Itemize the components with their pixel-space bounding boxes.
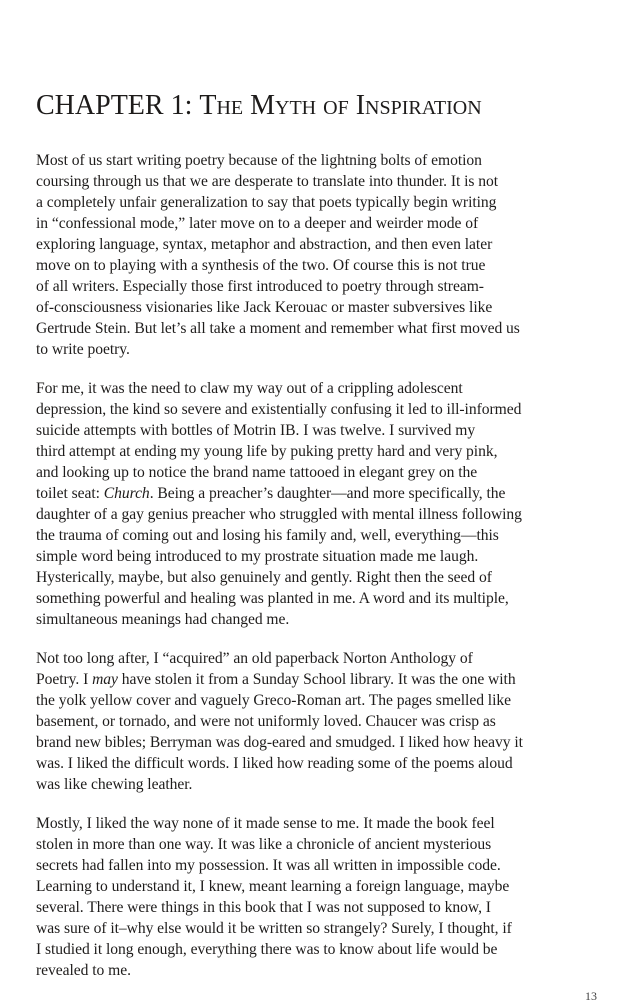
text-run: secrets had fallen into my possession. It was all written in impossible code. xyxy=(36,857,501,874)
text-run: of all writers. Especially those first introduced to poetry through stream- xyxy=(36,278,484,295)
paragraph-4 xyxy=(36,813,592,981)
body-text xyxy=(36,150,592,999)
paragraph-2 xyxy=(36,378,592,630)
text-run: a completely unfair generalization to say that poets typically begin writing xyxy=(36,194,497,211)
text-line xyxy=(36,483,592,504)
text-line xyxy=(36,732,592,753)
paragraph-3 xyxy=(36,648,592,795)
text-line xyxy=(36,420,592,441)
text-line xyxy=(36,297,592,318)
text-line xyxy=(36,276,592,297)
text-run: stolen in more than one way. It was like a chronicle of ancient mysterious xyxy=(36,836,492,853)
text-run: in “confessional mode,” later move on to a deeper and weirder mode of xyxy=(36,215,479,232)
text-line xyxy=(36,318,592,339)
text-line xyxy=(36,711,592,732)
text-line xyxy=(36,753,592,774)
text-run: and looking up to notice the brand name tattooed in elegant grey on the xyxy=(36,464,478,481)
text-line xyxy=(36,150,592,171)
text-line xyxy=(36,339,592,360)
text-line xyxy=(36,897,592,918)
text-run: coursing through us that we are desperate to translate into thunder. It is not xyxy=(36,173,499,190)
text-line xyxy=(36,855,592,876)
text-line xyxy=(36,378,592,399)
text-line xyxy=(36,255,592,276)
text-line xyxy=(36,648,592,669)
text-line xyxy=(36,834,592,855)
paragraph-1 xyxy=(36,150,592,360)
text-run: simultaneous meanings had changed me. xyxy=(36,611,290,628)
text-run: was. I liked the difficult words. I liked how reading some of the poems aloud xyxy=(36,755,513,772)
text-line xyxy=(36,504,592,525)
text-line xyxy=(36,960,592,981)
page-number: 13 xyxy=(585,989,597,1003)
text-run: Mostly, I liked the way none of it made sense to me. It made the book feel xyxy=(36,815,495,832)
text-run: have stolen it from a Sunday School library. It was the one with xyxy=(117,671,516,688)
text-line xyxy=(36,441,592,462)
text-run: several. There were things in this book that I was not supposed to know, I xyxy=(36,899,491,916)
text-line xyxy=(36,609,592,630)
text-run: . Being a preacher’s daughter—and more specifically, the xyxy=(149,485,506,502)
text-line xyxy=(36,462,592,483)
text-run: Most of us start writing poetry because of the lightning bolts of emotion xyxy=(36,152,482,169)
text-line xyxy=(36,567,592,588)
text-run: Poetry. I xyxy=(36,671,93,688)
text-run: basement, or tornado, and were not uniformly loved. Chaucer was crisp as xyxy=(36,713,496,730)
text-run: depression, the kind so severe and existentially confusing it led to ill-informed xyxy=(36,401,522,418)
text-line xyxy=(36,918,592,939)
chapter-name: The Myth of Inspiration xyxy=(199,90,482,121)
text-run: I studied it long enough, everything there was to know about life would be xyxy=(36,941,498,958)
text-run: revealed to me. xyxy=(36,962,131,979)
text-run: the trauma of coming out and losing his family and, well, everything—this xyxy=(36,527,499,544)
text-run: of-consciousness visionaries like Jack Kerouac or master subversives like xyxy=(36,299,493,316)
text-line xyxy=(36,690,592,711)
italic-text: may xyxy=(92,671,118,688)
text-line xyxy=(36,939,592,960)
text-line xyxy=(36,399,592,420)
text-line xyxy=(36,192,592,213)
text-run: was like chewing leather. xyxy=(36,776,193,793)
text-run: Learning to understand it, I knew, meant learning a foreign language, maybe xyxy=(36,878,510,895)
text-run: Not too long after, I “acquired” an old paperback Norton Anthology of xyxy=(36,650,473,667)
text-run: For me, it was the need to claw my way out of a crippling adolescent xyxy=(36,380,463,397)
chapter-label: CHAPTER 1: xyxy=(36,90,193,121)
text-run: daughter of a gay genius preacher who struggled with mental illness following xyxy=(36,506,522,523)
text-line xyxy=(36,813,592,834)
text-line xyxy=(36,213,592,234)
text-run: suicide attempts with bottles of Motrin IB. I was twelve. I survived my xyxy=(36,422,476,439)
text-run: Gertrude Stein. But let’s all take a moment and remember what first moved us xyxy=(36,320,520,337)
text-run: exploring language, syntax, metaphor and abstraction, and then even later xyxy=(36,236,493,253)
italic-text: Church xyxy=(103,485,150,502)
text-run: was sure of it–why else would it be written so strangely? Surely, I thought, if xyxy=(36,920,512,937)
text-line xyxy=(36,234,592,255)
text-run: something powerful and healing was planted in me. A word and its multiple, xyxy=(36,590,509,607)
text-line xyxy=(36,876,592,897)
text-run: toilet seat: xyxy=(36,485,104,502)
text-run: simple word being introduced to my prostrate situation made me laugh. xyxy=(36,548,479,565)
text-run: third attempt at ending my young life by puking pretty hard and very pink, xyxy=(36,443,498,460)
text-run: to write poetry. xyxy=(36,341,130,358)
text-run: Hysterically, maybe, but also genuinely and gently. Right then the seed of xyxy=(36,569,492,586)
text-line xyxy=(36,546,592,567)
chapter-title xyxy=(36,88,482,124)
text-line xyxy=(36,588,592,609)
text-line xyxy=(36,774,592,795)
text-line xyxy=(36,525,592,546)
text-run: brand new bibles; Berryman was dog-eared and smudged. I liked how heavy it xyxy=(36,734,523,751)
text-run: the yolk yellow cover and vaguely Greco-Roman art. The pages smelled like xyxy=(36,692,511,709)
text-run: move on to playing with a synthesis of the two. Of course this is not true xyxy=(36,257,486,274)
text-line xyxy=(36,669,592,690)
text-line xyxy=(36,171,592,192)
